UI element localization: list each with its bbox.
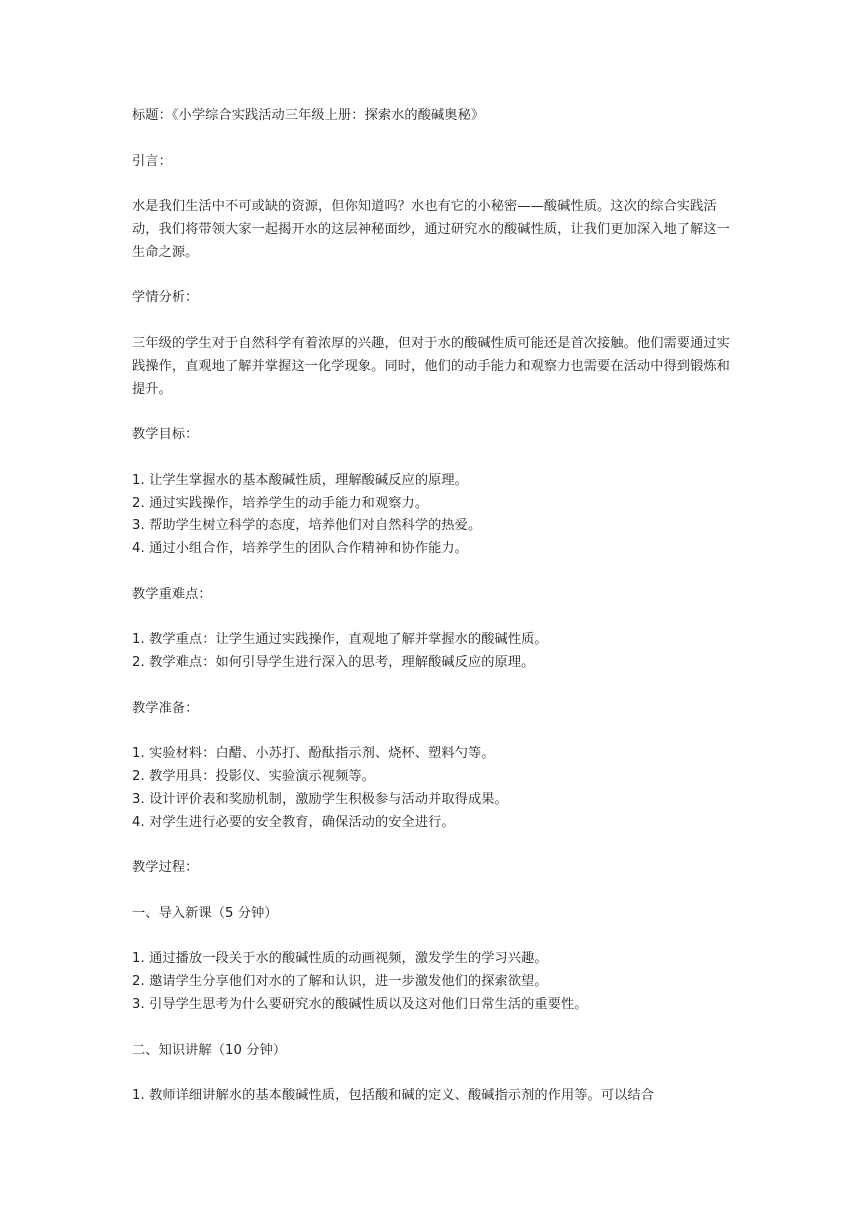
process-heading: 教学过程： xyxy=(132,860,199,876)
section2-heading: 二、知识讲解（10 分钟） xyxy=(132,1042,287,1058)
analysis-heading: 学情分析： xyxy=(132,290,199,306)
list-item: 3. 引导学生思考为什么要研究水的酸碱性质以及这对他们日常生活的重要性。 xyxy=(132,997,588,1013)
intro-paragraph: 水是我们生活中不可或缺的资源，但你知道吗？水也有它的小秘密——酸碱性质。这次的综合实践活动，我们将带领大家一起揭开水的这层神秘面纱，通过研究水的酸碱性质，让我们更加深入地了解这一生命之源。 xyxy=(132,199,730,260)
document-title: 标题：《小学综合实践活动三年级上册：探索水的酸碱奥秘》 xyxy=(132,108,485,123)
section2-list xyxy=(132,1085,732,1108)
list-item: 2. 教学用具：投影仪、实验演示视频等。 xyxy=(132,769,375,785)
list-item: 1. 通过播放一段关于水的酸碱性质的动画视频，激发学生的学习兴趣。 xyxy=(132,951,548,967)
prep-list xyxy=(132,743,732,834)
prep-heading: 教学准备： xyxy=(132,700,199,716)
list-item: 3. 帮助学生树立科学的态度，培养他们对自然科学的热爱。 xyxy=(132,518,482,534)
section1-heading: 一、导入新课（5 分钟） xyxy=(132,905,278,921)
intro-heading: 引言： xyxy=(132,153,172,169)
list-item: 1. 让学生掌握水的基本酸碱性质，理解酸碱反应的原理。 xyxy=(132,472,468,488)
analysis-paragraph: 三年级的学生对于自然科学有着浓厚的兴趣，但对于水的酸碱性质可能还是首次接触。他们需要通过实践操作，直观地了解并掌握这一化学现象。同时，他们的动手能力和观察力也需要在活动中得到锻炼和提升。 xyxy=(132,335,730,397)
section1-list xyxy=(132,948,732,1016)
list-item: 3. 设计评价表和奖励机制，激励学生积极参与活动并取得成果。 xyxy=(132,791,508,807)
list-item: 2. 通过实践操作，培养学生的动手能力和观察力。 xyxy=(132,495,429,511)
list-item: 2. 邀请学生分享他们对水的了解和认识，进一步激发他们的探索欲望。 xyxy=(132,974,548,990)
list-item: 4. 通过小组合作，培养学生的团队合作精神和协作能力。 xyxy=(132,541,468,557)
keypoints-heading: 教学重难点： xyxy=(132,586,212,602)
list-item: 1. 教师详细讲解水的基本酸碱性质，包括酸和碱的定义、酸碱指示剂的作用等。可以结合 xyxy=(132,1088,654,1104)
goals-list xyxy=(132,470,732,561)
keypoints-list xyxy=(132,629,732,675)
list-item: 2. 教学难点：如何引导学生进行深入的思考，理解酸碱反应的原理。 xyxy=(132,655,535,671)
list-item: 1. 教学重点：让学生通过实践操作，直观地了解并掌握水的酸碱性质。 xyxy=(132,632,548,648)
list-item: 4. 对学生进行必要的安全教育，确保活动的安全进行。 xyxy=(132,814,455,830)
document-content xyxy=(132,105,732,1131)
goals-heading: 教学目标： xyxy=(132,427,199,443)
list-item: 1. 实验材料：白醋、小苏打、酚酞指示剂、烧杯、塑料勺等。 xyxy=(132,746,495,762)
